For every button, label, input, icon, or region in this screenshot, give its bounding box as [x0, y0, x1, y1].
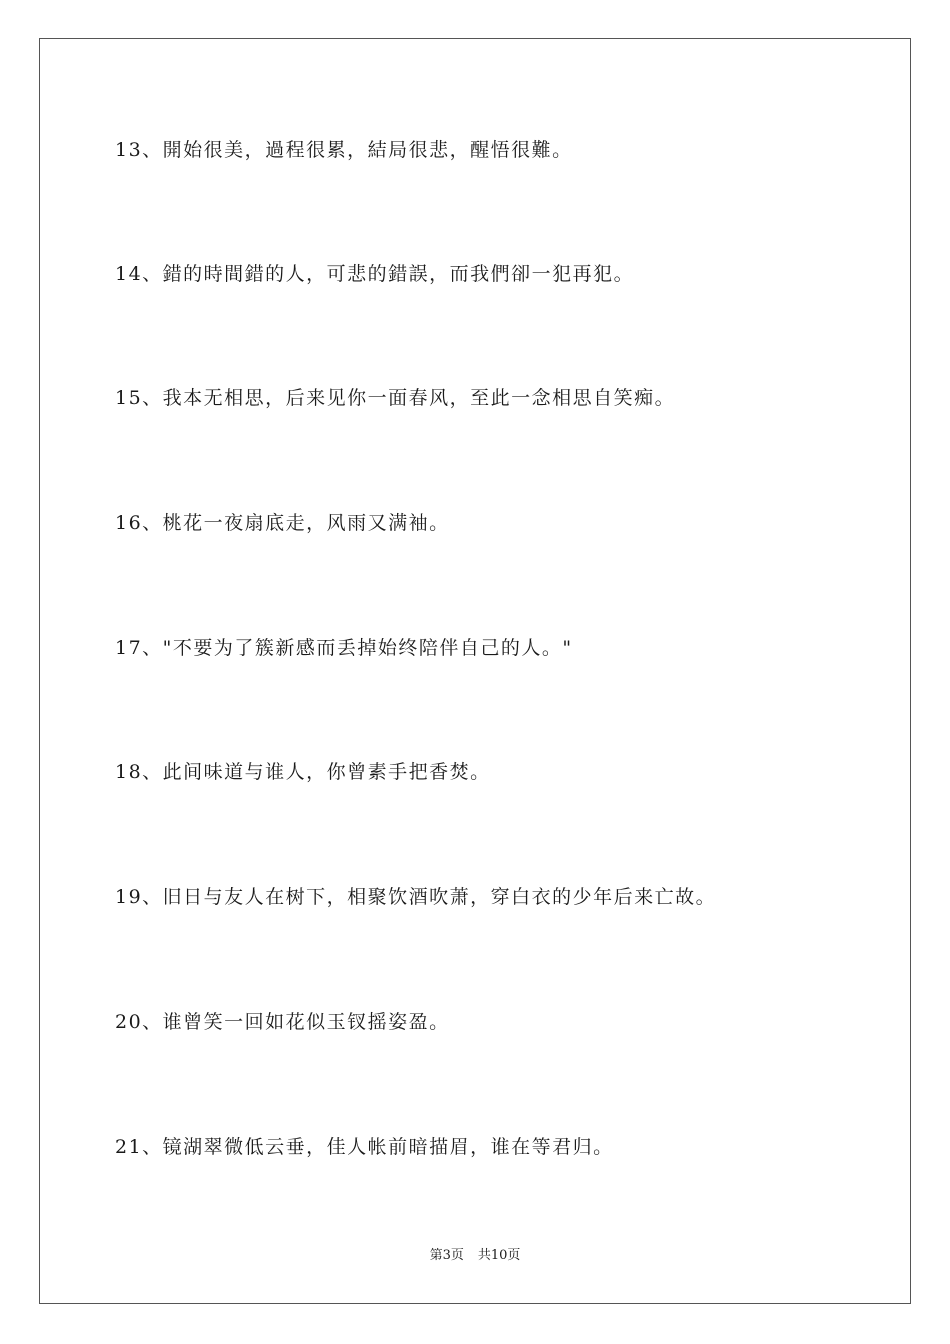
- entry-13: 13、開始很美，過程很累，結局很悲，醒悟很難。: [115, 139, 573, 161]
- entry-21: 21、镜湖翠微低云垂，佳人帐前暗描眉，谁在等君归。: [115, 1136, 614, 1158]
- entry-15: 15、我本无相思，后来见你一面春风，至此一念相思自笑痴。: [115, 387, 676, 409]
- page-border: [39, 38, 911, 1304]
- entry-20: 20、谁曾笑一回如花似玉钗摇姿盈。: [115, 1011, 450, 1033]
- entry-14: 14、錯的時間錯的人，可悲的錯誤，而我們卻一犯再犯。: [115, 263, 635, 285]
- entry-16: 16、桃花一夜扇底走，风雨又满袖。: [115, 512, 450, 534]
- page-footer: [0, 1248, 950, 1264]
- entry-17: 17、"不要为了簇新感而丢掉始终陪伴自己的人。": [115, 637, 573, 659]
- total-pages: 共10页: [477, 1248, 521, 1263]
- entry-18: 18、此间味道与谁人，你曾素手把香焚。: [115, 761, 491, 783]
- entry-19: 19、旧日与友人在树下，相聚饮酒吹萧，穿白衣的少年后来亡故。: [115, 886, 717, 908]
- page-number: 第3页: [429, 1248, 464, 1263]
